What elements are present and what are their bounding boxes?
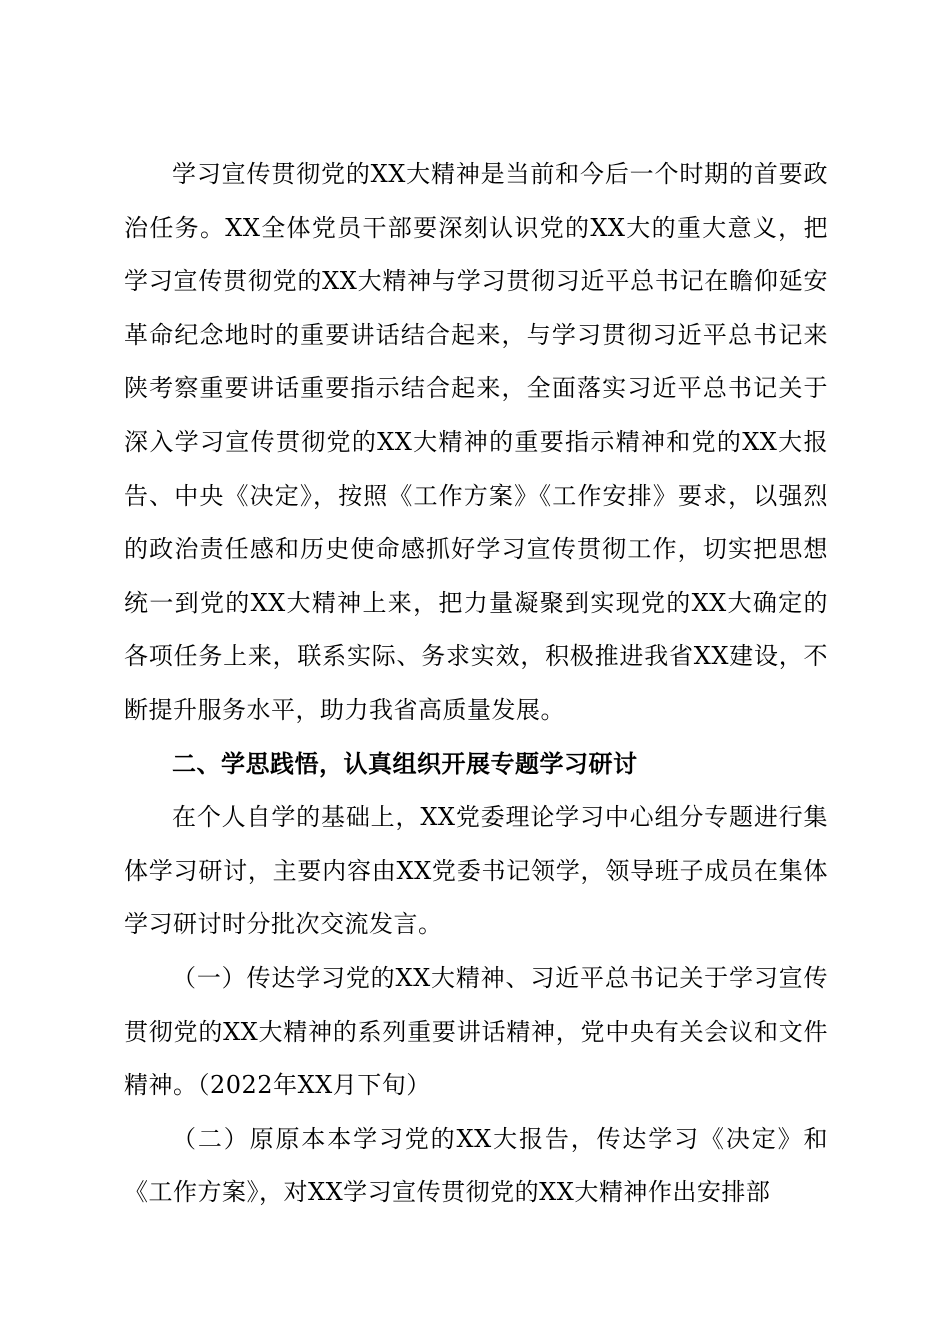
list-item-1: （一）传达学习党的XX大精神、习近平总书记关于学习宣传贯彻党的XX大精神的系列重要讲话精神，党中央有关会议和文件精神。（2022年XX月下旬） [124,963,828,1100]
paragraph-intro: 学习宣传贯彻党的XX大精神是当前和今后一个时期的首要政治任务。XX全体党员干部要深刻认识党的XX大的重大意义，把学习宣传贯彻党的XX大精神与学习贯彻习近平总书记在瞻仰延安革命纪念地时的重要讲话结合起来，与学习贯彻习近平总书记来陕考察重要讲话重要指示结合起来，全面落实习近平总书记关于深入学习宣传贯彻党的XX大精神的重要指示精神和党的XX大报告、中央《决定》，按照《工作方案》《工作安排》要求，以强烈的政治责任感和历史使命感抓好学习宣传贯彻工作，切实把思想统一到党的XX大精神上来，把力量凝聚到实现党的XX大确定的各项任务上来，联系实际、务求实效，积极推进我省XX建设，不断提升服务水平，助力我省高质量发展。 [124,160,828,724]
paragraph-section-2: 在个人自学的基础上，XX党委理论学习中心组分专题进行集体学习研讨，主要内容由XX党委书记领学，领导班子成员在集体学习研讨时分批次交流发言。 [124,803,828,939]
section-heading-2: 二、学思践悟，认真组织开展专题学习研讨 [172,749,638,778]
document-body [124,148,828,1220]
list-item-2: （二）原原本本学习党的XX大报告，传达学习《决定》和《工作方案》，对XX学习宣传贯彻党的XX大精神作出安排部 [124,1124,828,1207]
